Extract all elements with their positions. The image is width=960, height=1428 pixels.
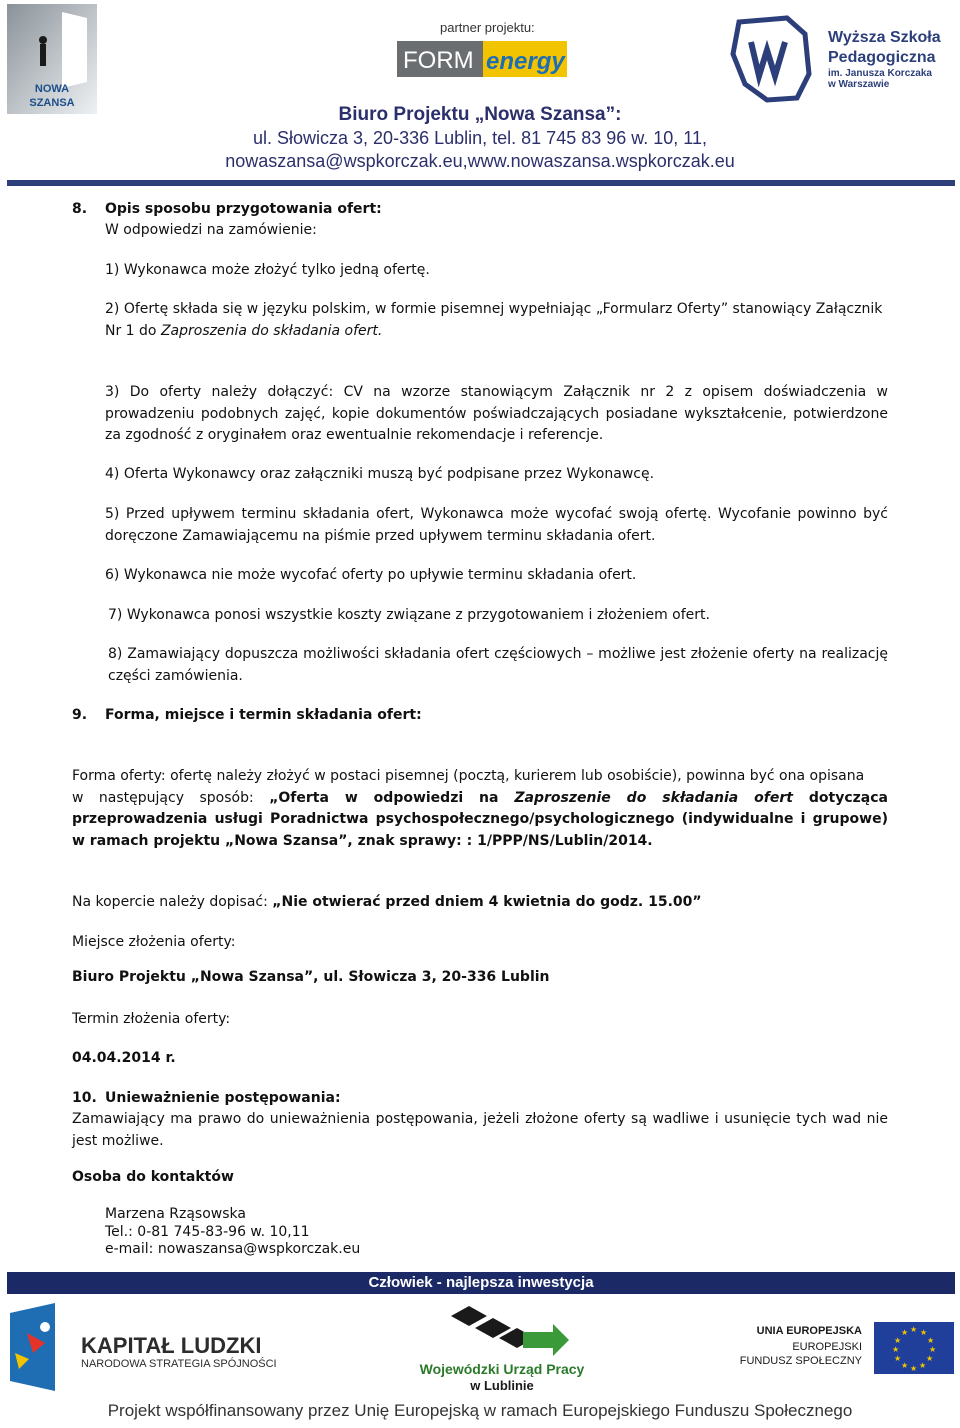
section-8-item-2-text: 2) Ofertę składa się w języku polskim, w formie pisemnej wypełniając „Formularz Oferty” stanowiący Załącznik xyxy=(105,301,883,317)
contact-name: Marzena Rząsowska xyxy=(105,1206,246,1222)
header-divider xyxy=(7,180,955,186)
ue-line2: EUROPEJSKI xyxy=(792,1341,862,1353)
section-10-number: 10. xyxy=(72,1090,97,1106)
wsp-logo-line2: Pedagogiczna xyxy=(828,49,936,66)
ue-line1: UNIA EUROPEJSKA xyxy=(756,1325,862,1337)
eu-social-fund-logo xyxy=(739,1318,957,1374)
wsp-logo-line3: im. Janusza Korczaka xyxy=(828,68,932,79)
contact-block xyxy=(105,1206,360,1259)
partner-label: partner projektu: xyxy=(440,20,535,35)
kapital-ludzki-title: KAPITAŁ LUDZKI xyxy=(81,1333,262,1358)
svg-text:★: ★ xyxy=(910,1325,918,1334)
section-8-item-8: 8) Zamawiający dopuszcza możliwości składania ofert częściowych – możliwe jest złożenie oferty na realizację części zamówienia. xyxy=(108,646,888,684)
kapital-ludzki-logo xyxy=(5,1303,275,1393)
svg-text:★: ★ xyxy=(894,1354,902,1363)
svg-text:★: ★ xyxy=(894,1336,902,1345)
contact-phone: Tel.: 0-81 745-83-96 w. 10,11 xyxy=(105,1223,310,1240)
section-8-item-2-nr: Nr 1 do xyxy=(105,322,161,339)
wup-line1: Wojewódzki Urząd Pracy xyxy=(419,1361,585,1377)
formenergy-logo-form: FORM xyxy=(403,47,474,74)
nowa-szansa-logo xyxy=(7,4,97,114)
koperta-note xyxy=(72,892,702,914)
section-8-item-2 xyxy=(105,299,888,342)
section-8-title: Opis sposobu przygotowania ofert: xyxy=(105,201,382,217)
biuro-title: Biuro Projektu „Nowa Szansa”: xyxy=(338,104,622,125)
svg-text:★: ★ xyxy=(901,1361,909,1370)
wsp-logo-line4: w Warszawie xyxy=(828,79,890,90)
biuro-web: nowaszansa@wspkorczak.eu,www.nowaszansa.wspkorczak.eu xyxy=(225,151,735,171)
forma-oferty xyxy=(72,766,888,852)
wup-line2: w Lublinie xyxy=(470,1378,534,1393)
svg-text:★: ★ xyxy=(926,1354,934,1363)
svg-text:★: ★ xyxy=(920,1328,928,1337)
forma-oferty-bold-a: „Oferta w odpowiedzi na xyxy=(269,789,515,806)
miejsce-label: Miejsce złożenia oferty: xyxy=(72,934,236,950)
section-9-number: 9. xyxy=(72,707,88,723)
section-10-title: Unieważnienie postępowania: xyxy=(105,1090,341,1106)
wsp-korczak-logo xyxy=(727,14,957,104)
forma-oferty-bold-b: dotycząca przeprowadzenia usługi Poradnictwa psychospołecznego/psychologicznego (indywidualne i grupowe) w ramach projektu „Nowa Szansa”, znak sprawy: : 1/PPP/NS/Lublin/2014. xyxy=(72,789,888,849)
section-8-item-3: 3) Do oferty należy dołączyć: CV na wzorze stanowiącym Załącznik nr 2 z opisem doświadczenia w prowadzeniu podobnych zajęć, kopie dokumentów poświadczających posiadane wykształcenie, potwierdzone za zgodność z oryginałem oraz ewentualnie rekomendacje i referencje. xyxy=(105,384,888,443)
section-8-number: 8. xyxy=(72,201,88,217)
svg-text:★: ★ xyxy=(919,1361,927,1370)
svg-text:★: ★ xyxy=(901,1328,909,1337)
forma-oferty-bold-italic: Zaproszenie do składania ofert xyxy=(514,789,793,806)
section-9-title: Forma, miejsce i termin składania ofert: xyxy=(105,707,422,723)
forma-oferty-intro: Forma oferty: ofertę należy złożyć w postaci pisemnej (pocztą, kurierem lub osobiście), powinna być ona opisana xyxy=(72,768,865,784)
formenergy-logo xyxy=(397,41,567,77)
svg-text:★: ★ xyxy=(927,1336,935,1345)
section-8-item-7: 7) Wykonawca ponosi wszystkie koszty związane z przygotowaniem i złożeniem ofert. xyxy=(108,607,710,623)
svg-text:★: ★ xyxy=(929,1345,937,1354)
section-8-item-1: 1) Wykonawca może złożyć tylko jedną ofertę. xyxy=(105,262,430,278)
contact-title: Osoba do kontaktów xyxy=(72,1169,234,1185)
biuro-address: ul. Słowicza 3, 20-336 Lublin, tel. 81 745 83 96 w. 10, 11, xyxy=(253,128,707,148)
koperta-value: „Nie otwierać przed dniem 4 kwietnia do godz. 15.00” xyxy=(272,894,702,910)
formenergy-logo-energy: energy xyxy=(486,48,565,75)
contact-email: e-mail: nowaszansa@wspkorczak.eu xyxy=(105,1241,361,1257)
koperta-label: Na kopercie należy dopisać: xyxy=(72,894,273,910)
forma-oferty-sposob: w następujący sposób: xyxy=(72,789,270,806)
svg-text:★: ★ xyxy=(910,1364,918,1373)
nowa-szansa-logo-line1: NOWA xyxy=(34,83,70,95)
footer-banner: Człowiek - najlepsza inwestycja xyxy=(7,1272,955,1294)
kapital-ludzki-subtitle: NARODOWA STRATEGIA SPÓJNOŚCI xyxy=(81,1358,277,1370)
section-10-text: Zamawiający ma prawo do unieważnienia postępowania, jeżeli złożone oferty są wadliwe i usunięcie tych wad nie jest możliwe. xyxy=(72,1111,888,1149)
section-8-item-5: 5) Przed upływem terminu składania ofert, Wykonawca może wycofać swoją ofertę. Wycofanie powinno być doręczone Zamawiającemu na piśmie przed upływem terminu składania ofert. xyxy=(105,506,888,544)
termin-label: Termin złożenia oferty: xyxy=(72,1011,231,1027)
wup-lublin-logo xyxy=(415,1302,590,1394)
section-8-item-6: 6) Wykonawca nie może wycofać oferty po upływie terminu składania ofert. xyxy=(105,567,637,583)
section-8-item-4: 4) Oferta Wykonawcy oraz załączniki muszą być podpisane przez Wykonawcę. xyxy=(105,466,655,482)
svg-text:★: ★ xyxy=(892,1345,900,1354)
wsp-logo-line1: Wyższa Szkoła xyxy=(828,29,941,46)
nowa-szansa-logo-line2: SZANSA xyxy=(29,97,75,109)
ue-line3: FUNDUSZ SPOŁECZNY xyxy=(739,1355,862,1367)
miejsce-value: Biuro Projektu „Nowa Szansa”, ul. Słowicza 3, 20-336 Lublin xyxy=(72,969,550,985)
section-8-item-2-italic: Zaproszenia do składania ofert. xyxy=(160,322,383,339)
footer-cofinancing: Projekt współfinansowany przez Unię Europejską w ramach Europejskiego Funduszu Społecznego xyxy=(107,1401,853,1420)
section-8-intro: W odpowiedzi na zamówienie: xyxy=(105,222,317,238)
termin-value: 04.04.2014 r. xyxy=(72,1050,176,1066)
